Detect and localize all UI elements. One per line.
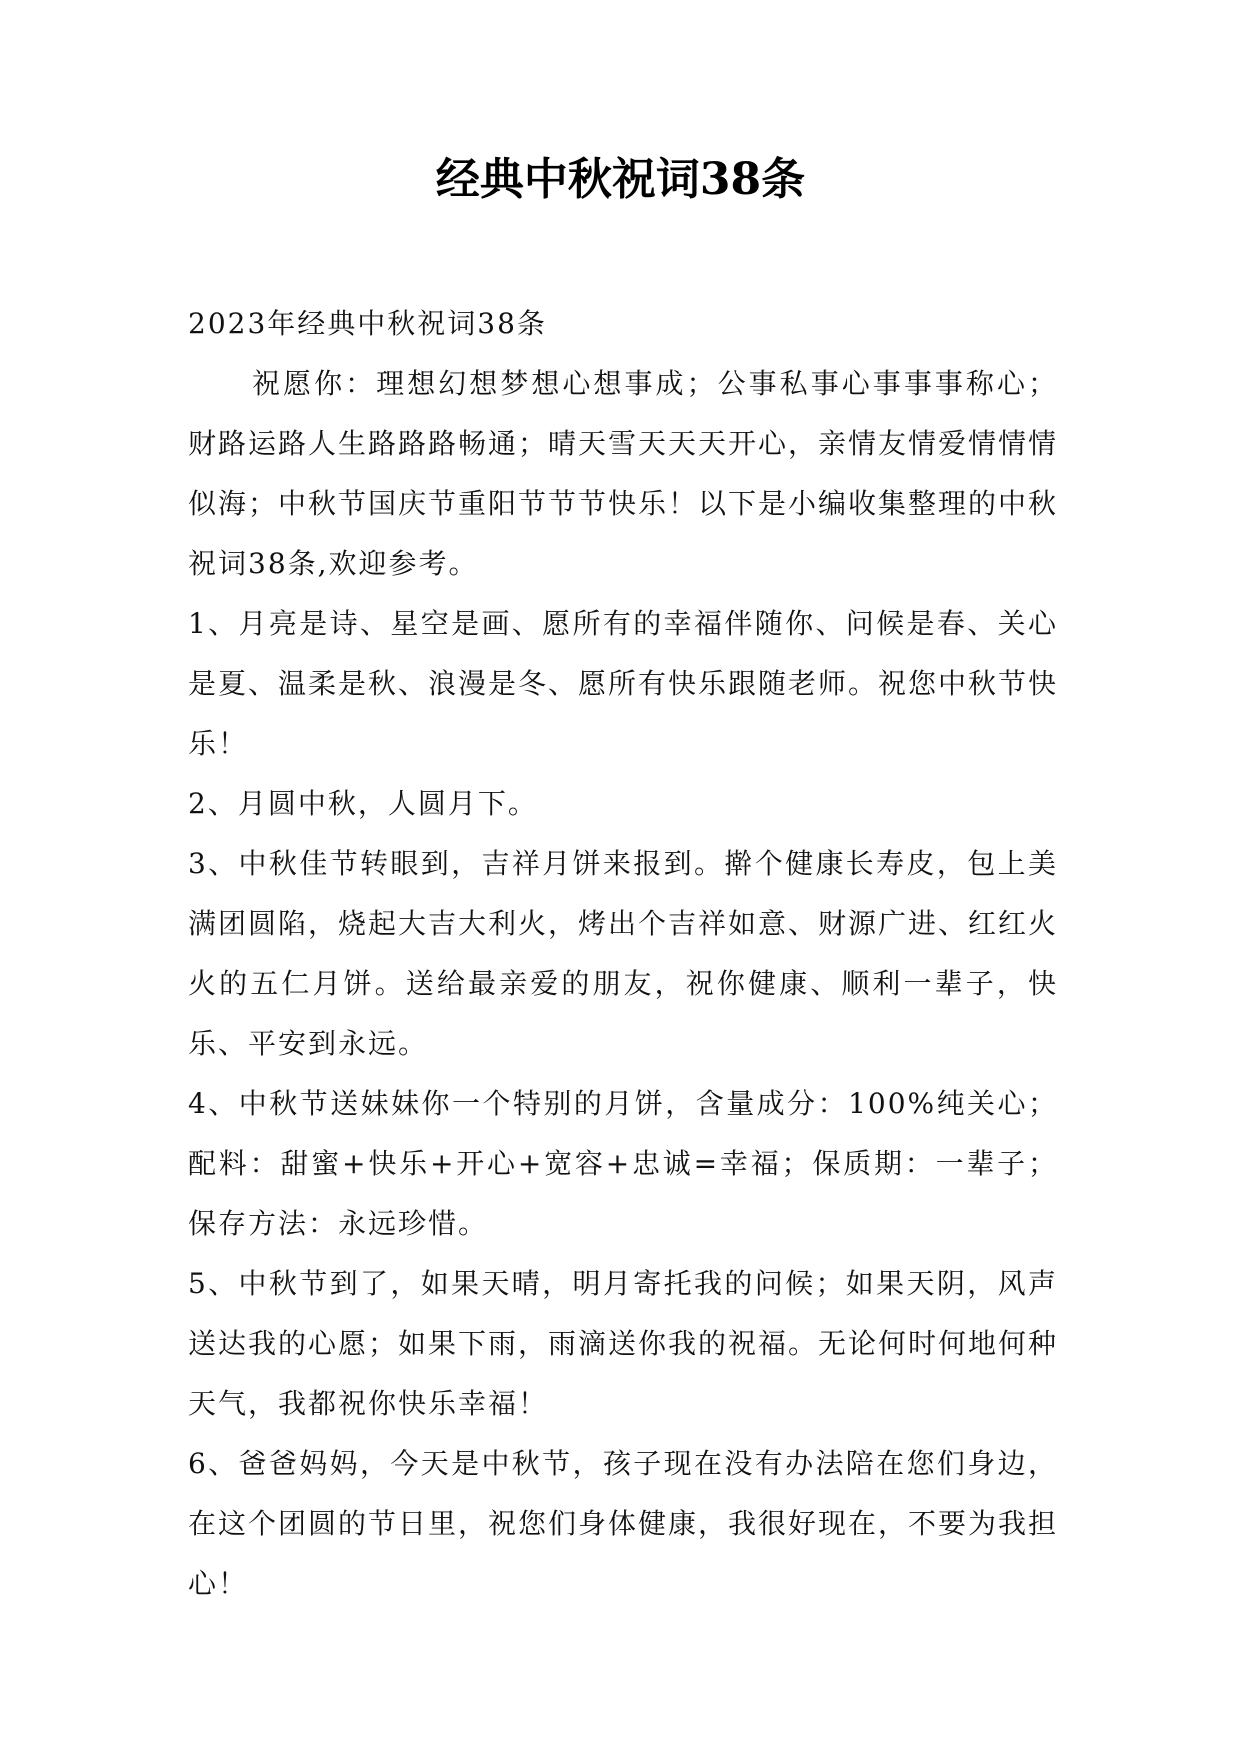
list-item: 6、爸爸妈妈，今天是中秋节，孩子现在没有办法陪在您们身边，在这个团圆的节日里，祝您们身体健康，我很好现在，不要为我担心！	[188, 1447, 1059, 1600]
document-subtitle: 2023年经典中秋祝词38条	[188, 307, 547, 340]
list-item: 5、中秋节到了，如果天晴，明月寄托我的问候；如果天阴，风声送达我的心愿；如果下雨，雨滴送你我的祝福。无论何时何地何种天气，我都祝你快乐幸福！	[188, 1267, 1059, 1420]
list-item: 1、月亮是诗、星空是画、愿所有的幸福伴随你、问候是春、关心是夏、温柔是秋、浪漫是冬、愿所有快乐跟随老师。祝您中秋节快乐！	[188, 607, 1059, 760]
list-item: 3、中秋佳节转眼到，吉祥月饼来报到。擀个健康长寿皮，包上美满团圆陷，烧起大吉大利火，烤出个吉祥如意、财源广进、红红火火的五仁月饼。送给最亲爱的朋友，祝你健康、顺利一辈子，快乐、平安到永远。	[188, 847, 1059, 1060]
intro-paragraph: 祝愿你：理想幻想梦想心想事成；公事私事心事事事称心；财路运路人生路路路畅通；晴天雪天天天开心，亲情友情爱情情情似海；中秋节国庆节重阳节节节快乐！以下是小编收集整理的中秋祝词38条,欢迎参考。	[188, 367, 1059, 580]
document-body	[188, 294, 1058, 1614]
list-item: 2、月圆中秋，人圆月下。	[188, 787, 538, 820]
list-item: 4、中秋节送妹妹你一个特别的月饼，含量成分：100%纯关心；配料：甜蜜+快乐+开心+宽容+忠诚=幸福；保质期：一辈子；保存方法：永远珍惜。	[188, 1087, 1058, 1240]
document-title: 经典中秋祝词38条	[435, 154, 806, 205]
